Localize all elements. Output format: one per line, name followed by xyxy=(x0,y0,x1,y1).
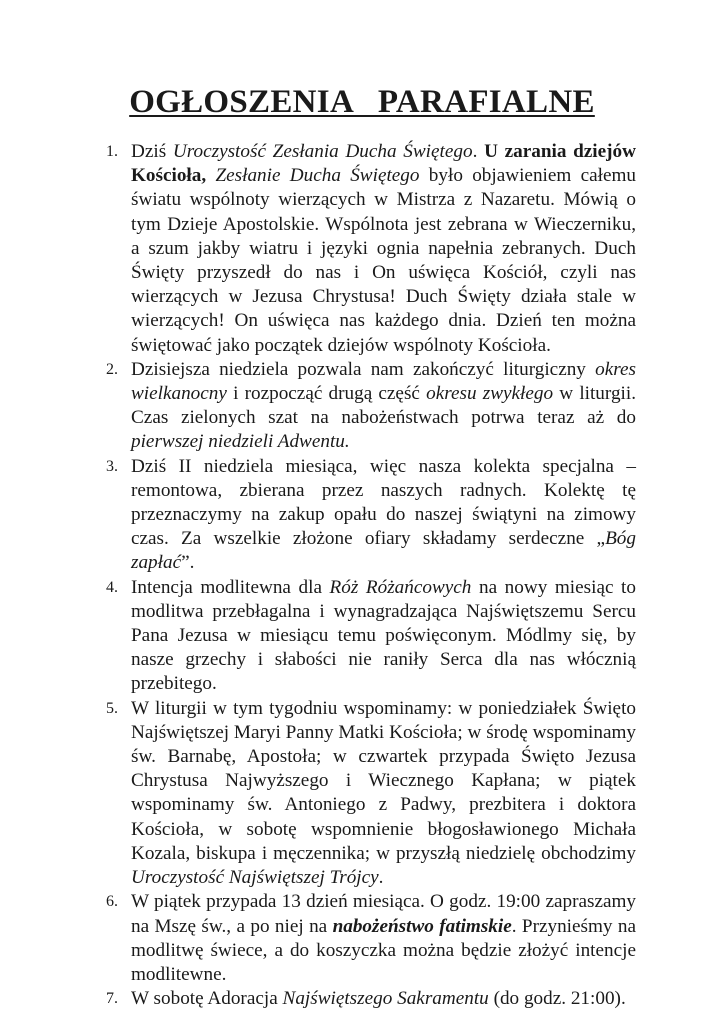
item-number: 6. xyxy=(106,893,118,911)
text-segment-normal: i rozpocząć drugą część xyxy=(226,383,427,405)
text-segment-italic: Uroczystość Zesłania Ducha Świętego xyxy=(172,141,473,162)
item-number: 3. xyxy=(106,457,118,475)
item-text xyxy=(131,698,636,888)
text-segment-normal: Dzisiejsza niedziela pozwala nam zakończyć liturgiczny xyxy=(131,358,596,380)
text-segment-normal: . xyxy=(378,867,384,889)
text-segment-bold-italic: nabożeństwo fatimskie xyxy=(332,915,512,937)
text-segment-italic: Róż Różańcowych xyxy=(329,576,472,598)
text-segment-normal: w liturgii. Czas zielonych szat na nabożeństwach potrwa teraz aż do xyxy=(131,383,636,429)
item-text xyxy=(131,359,636,453)
text-segment-italic: Bóg zapłać xyxy=(131,528,636,574)
text-segment-normal: W liturgii w tym tygodniu wspominamy: w poniedziałek Święto Najświętszej Maryi Panny Matki Kościoła; w środę wspominamy św. Barnabę, Apostoła; w czwartek przypada Święto Jezusa Chrystusa Najwyższego i Wiecznego Kapłana; w piątek wspominamy św. Antoniego z Padwy, prezbitera i doktora Kościoła, w sobotę wspomnienie błogosławionego Michała Kozala, biskupa i męczennika; w przyszłą niedzielę obchodzimy xyxy=(131,697,636,864)
text-segment-normal: Dziś II niedziela miesiąca, więc nasza kolekta specjalna – remontowa, zbierana przez naszych radnych. Kolektę tę przeznaczymy na zakup opału do naszej świątyni na zimowy czas. Za wszelkie złożone ofiary składamy serdeczne „ xyxy=(131,455,636,550)
announcement-item xyxy=(106,358,636,455)
text-segment-bold: U zarania dziejów Kościoła, xyxy=(131,141,636,187)
announcement-item xyxy=(106,890,636,987)
text-segment-normal: (do godz. 21:00). xyxy=(488,988,626,1010)
item-number: 2. xyxy=(106,360,118,378)
page-title xyxy=(0,84,724,121)
text-segment-normal: W piątek przypada 13 dzień miesiąca. O godz. 19:00 zapraszamy na Mszę św., a po niej na xyxy=(131,891,636,937)
item-number: 1. xyxy=(106,143,118,160)
page-title-text: OGŁOSZENIA PARAFIALNE xyxy=(129,84,595,120)
text-segment-normal: było objawieniem całemu światu wspólnoty wierzących w Mistrza z Nazaretu. Mówią o tym Dzieje Apostolskie. Wspólnota jest zebrana w Wieczerniku, a szum jakby wiatru i języki ognia napełnia zebranych. Duch Święty przyszedł do nas i On uświęca Kościół, czyli nas wierzących w Jezusa Chrystusa! Duch Święty działa stale w wierzących! On uświęca nas każdego dnia. Dzień ten można świętować jako początek dziejów wspólnoty Kościoła. xyxy=(131,165,636,356)
text-segment-italic: okresu zwykłego xyxy=(426,383,554,405)
item-number: 7. xyxy=(106,990,118,1008)
announcement-item xyxy=(106,576,636,697)
text-segment-italic: okres wielkanocny xyxy=(131,358,636,405)
item-text xyxy=(131,577,636,695)
text-segment-normal: . Przynieśmy na modlitwę świece, a do koszyczka można będzie złożyć intencje modlitewne. xyxy=(131,915,636,985)
item-text xyxy=(131,988,626,1009)
item-number: 5. xyxy=(106,699,118,717)
text-segment-normal: W sobotę Adoracja xyxy=(131,988,283,1010)
item-text xyxy=(131,141,636,356)
item-text xyxy=(131,891,636,985)
text-segment-italic: Zesłanie Ducha Świętego xyxy=(215,165,420,187)
text-segment-italic: pierwszej niedzieli Adwentu. xyxy=(131,431,350,453)
announcement-item xyxy=(106,455,636,576)
text-segment-italic: Uroczystość Najświętszej Trójcy xyxy=(131,867,379,889)
text-segment-normal: . xyxy=(472,141,485,162)
text-segment-italic: Najświętszego Sakramentu xyxy=(282,988,489,1010)
item-number: 4. xyxy=(106,578,118,596)
announcement-item xyxy=(106,987,636,1011)
text-segment-normal: ”. xyxy=(181,552,195,574)
item-text xyxy=(131,456,636,574)
announcements-list xyxy=(106,140,636,1011)
text-segment-normal: Intencja modlitewna dla xyxy=(131,576,330,598)
text-segment-normal: Dziś xyxy=(131,141,173,162)
announcement-item xyxy=(106,140,636,358)
text-segment-normal: na nowy miesiąc to modlitwa przebłagalna i wynagradzająca Najświętszemu Sercu Pana Jezusa w miesiącu temu poświęconym. Módlmy się, by nasze grzechy i słabości nie raniły Serca dla nas włócznią przebitego. xyxy=(131,576,636,695)
announcement-item xyxy=(106,697,636,891)
